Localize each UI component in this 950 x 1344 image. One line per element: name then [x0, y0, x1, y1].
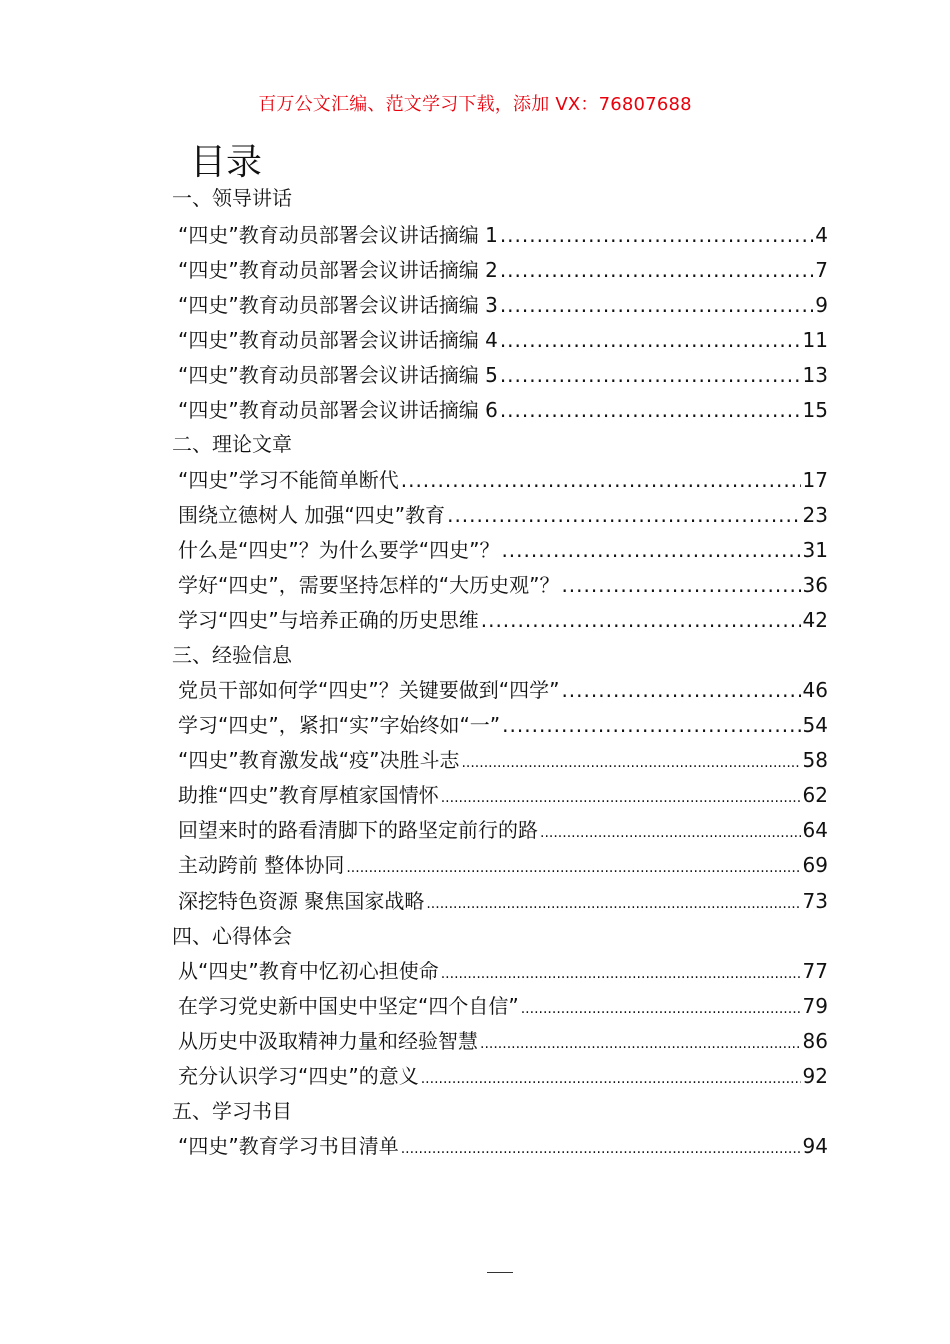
toc-entry-title: “四史”教育动员部署会议讲话摘编 5 [178, 363, 498, 387]
toc-entry-title: “四史”教育动员部署会议讲话摘编 2 [178, 258, 498, 282]
toc-entry-page: 7 [815, 258, 828, 282]
dot-leader [447, 501, 800, 529]
toc-entry-title: “四史”教育激发战“疫”决胜斗志 [178, 748, 460, 772]
toc-entry-title: 什么是“四史”？为什么要学“四史”？ [178, 538, 500, 562]
toc-entry[interactable] [178, 676, 828, 704]
toc-entry-title: “四史”学习不能简单断代 [178, 468, 399, 492]
toc-entry[interactable] [178, 1027, 828, 1055]
dot-leader [500, 361, 801, 389]
toc-entry-page: 54 [802, 713, 828, 737]
toc-entry-title: “四史”教育动员部署会议讲话摘编 6 [178, 398, 498, 422]
toc-entry[interactable] [178, 851, 828, 879]
toc-entry-page: 79 [802, 994, 828, 1018]
toc-entry[interactable] [178, 571, 828, 599]
toc-entry-title: 学好“四史”，需要坚持怎样的“大历史观”？ [178, 573, 560, 597]
dot-leader [500, 256, 813, 284]
toc-entry-page: 64 [802, 818, 828, 842]
section-heading-1: 一、领导讲话 [172, 186, 292, 210]
toc-entry-page: 58 [802, 748, 828, 772]
toc-entry-page: 86 [802, 1029, 828, 1053]
toc-entry-title: 充分认识学习“四史”的意义 [178, 1064, 419, 1088]
toc-entry[interactable] [178, 361, 828, 389]
toc-entry[interactable] [178, 1132, 828, 1160]
toc-entry[interactable] [178, 396, 828, 424]
toc-entry-page: 31 [802, 538, 828, 562]
dot-leader [346, 854, 800, 882]
toc-entry-title: 学习“四史”，紧扣“实”字始终如“一” [178, 713, 501, 737]
dot-leader [501, 536, 800, 564]
toc-entry-title: 学习“四史”与培养正确的历史思维 [178, 608, 479, 632]
toc-entry[interactable] [178, 536, 828, 564]
toc-entry-page: 15 [802, 398, 828, 422]
toc-entry-title: “四史”教育学习书目清单 [178, 1134, 399, 1158]
toc-entry-page: 23 [802, 503, 828, 527]
toc-entry-title: 围绕立德树人 加强“四史”教育 [178, 503, 446, 527]
toc-entry[interactable] [178, 957, 828, 985]
section-heading-2: 二、理论文章 [172, 432, 292, 456]
toc-entry-page: 73 [802, 889, 828, 913]
dot-leader [461, 749, 800, 777]
dot-leader [561, 571, 800, 599]
toc-entry[interactable] [178, 501, 828, 529]
toc-entry-page: 42 [802, 608, 828, 632]
dot-leader [421, 1065, 801, 1093]
toc-entry-page: 4 [815, 223, 828, 247]
dot-leader [500, 221, 813, 249]
dot-leader [401, 466, 801, 494]
dot-leader [426, 890, 800, 918]
toc-entry-title: 主动跨前 整体协同 [178, 853, 345, 877]
toc-entry-title: 在学习党史新中国史中坚定“四个自信” [178, 994, 519, 1018]
toc-entry-title: “四史”教育动员部署会议讲话摘编 1 [178, 223, 498, 247]
toc-entry[interactable] [178, 816, 828, 844]
toc-entry[interactable] [178, 1062, 828, 1090]
toc-entry-title: “四史”教育动员部署会议讲话摘编 4 [178, 328, 498, 352]
toc-entry[interactable] [178, 466, 828, 494]
toc-entry-title: 从“四史”教育中忆初心担使命 [178, 959, 439, 983]
toc-entry-page: 9 [815, 293, 828, 317]
toc-entry-title: 回望来时的路看清脚下的路坚定前行的路 [178, 818, 538, 842]
section-heading-5: 五、学习书目 [172, 1099, 292, 1123]
toc-entry-page: 92 [802, 1064, 828, 1088]
toc-entry[interactable] [178, 291, 828, 319]
toc-entry-title: 助推“四史”教育厚植家国情怀 [178, 783, 439, 807]
toc-entry[interactable] [178, 711, 828, 739]
toc-entry-page: 62 [802, 783, 828, 807]
dot-leader [401, 1135, 801, 1163]
toc-entry-page: 13 [802, 363, 828, 387]
dot-leader [502, 711, 800, 739]
toc-entry-page: 46 [802, 678, 828, 702]
toc-entry[interactable] [178, 326, 828, 354]
toc-entry[interactable] [178, 221, 828, 249]
dot-leader [441, 960, 801, 988]
toc-entry-page: 36 [802, 573, 828, 597]
toc-entry[interactable] [178, 781, 828, 809]
toc-entry-title: “四史”教育动员部署会议讲话摘编 3 [178, 293, 498, 317]
dot-leader [521, 995, 801, 1023]
dot-leader [481, 606, 801, 634]
toc-entry-page: 94 [802, 1134, 828, 1158]
toc-entry-page: 69 [802, 853, 828, 877]
toc-entry-title: 党员干部如何学“四史”？关键要做到“四学” [178, 678, 560, 702]
dot-leader [500, 396, 801, 424]
dot-leader [561, 676, 800, 704]
toc-entry[interactable] [178, 992, 828, 1020]
toc-entry[interactable] [178, 256, 828, 284]
toc-entry-title: 从历史中汲取精神力量和经验智慧 [178, 1029, 478, 1053]
toc-entry[interactable] [178, 887, 828, 915]
dot-leader [500, 291, 813, 319]
toc-entry-page: 11 [802, 328, 828, 352]
dot-leader [441, 784, 801, 812]
dot-leader [500, 326, 801, 354]
dot-leader [540, 819, 801, 847]
toc-entry-page: 77 [802, 959, 828, 983]
section-heading-3: 三、经验信息 [172, 643, 292, 667]
page-footer-mark [487, 1272, 513, 1273]
header-banner: 百万公文汇编、范文学习下载，添加 VX：76807688 [258, 94, 692, 115]
page-title: 目录 [190, 142, 263, 183]
dot-leader [480, 1030, 801, 1058]
toc-entry-page: 17 [802, 468, 828, 492]
section-heading-4: 四、心得体会 [172, 924, 292, 948]
toc-entry[interactable] [178, 606, 828, 634]
toc-entry-title: 深挖特色资源 聚焦国家战略 [178, 889, 425, 913]
toc-entry[interactable] [178, 746, 828, 774]
